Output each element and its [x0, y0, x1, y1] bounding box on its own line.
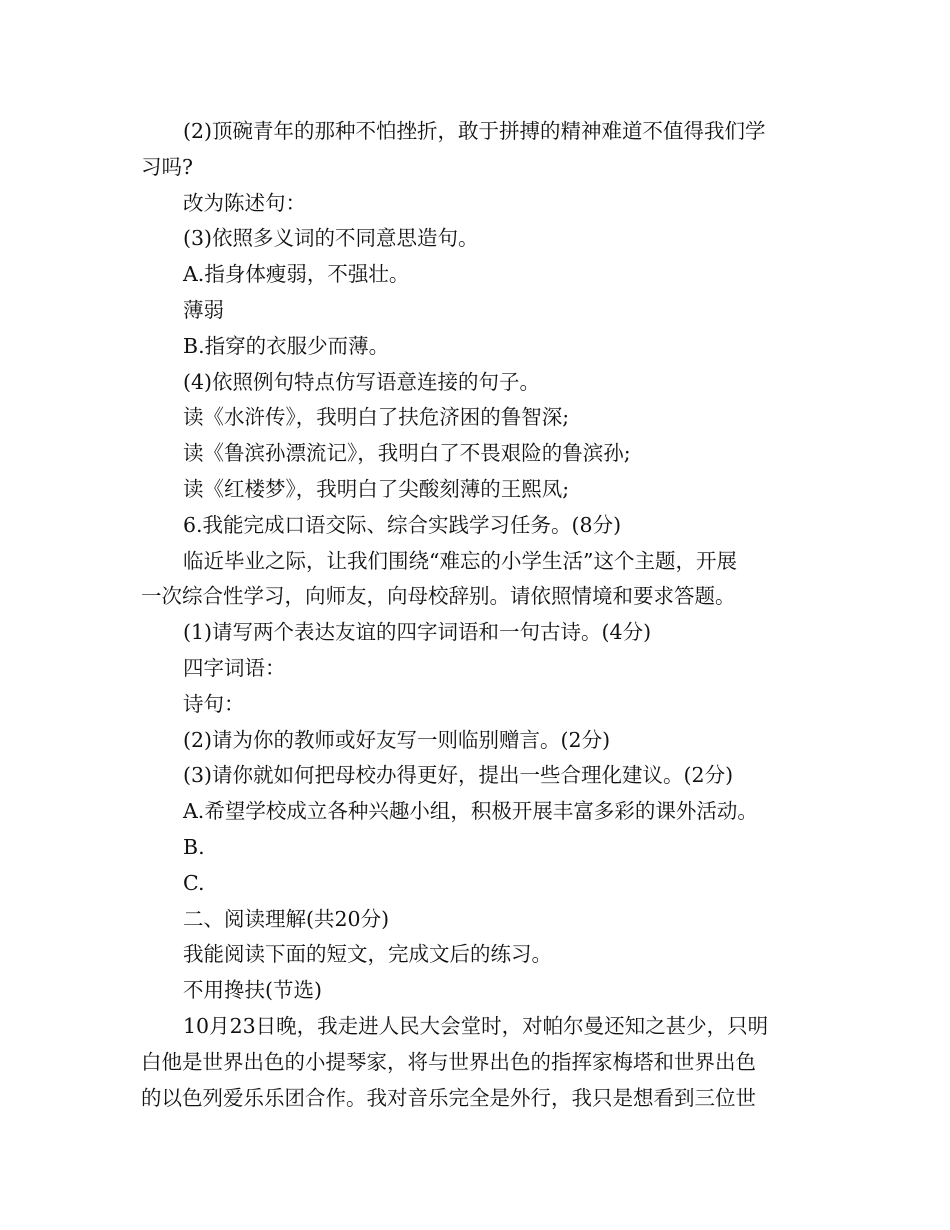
- text-line: (2)请为你的教师或好友写一则临别赠言。(2分): [183, 727, 611, 752]
- text-line: B.: [183, 834, 205, 859]
- text-line: 改为陈述句：: [183, 190, 306, 215]
- text-line: 6.我能完成口语交际、综合实践学习任务。(8分): [183, 512, 622, 537]
- document-body: [141, 114, 811, 1116]
- text-line: (3)请你就如何把母校办得更好，提出一些合理化建议。(2分): [183, 763, 734, 788]
- section-heading: 二、阅读理解(共20分): [183, 906, 390, 931]
- text-line: 的以色列爱乐乐团合作。我对音乐完全是外行，我只是想看到三位世: [141, 1085, 756, 1110]
- text-line: A.指身体瘦弱，不强壮。: [183, 262, 410, 287]
- text-line: (2)顶碗青年的那种不怕挫折，敢于拼搏的精神难道不值得我们学: [183, 119, 766, 143]
- text-line: 四字词语：: [183, 655, 286, 680]
- text-line: (3)依照多义词的不同意思造句。: [183, 226, 479, 251]
- text-line: 习吗?: [141, 154, 193, 179]
- text-line: 薄弱: [183, 297, 224, 322]
- text-line: B.指穿的衣服少而薄。: [183, 333, 390, 358]
- text-line: (4)依照例句特点仿写语意连接的句子。: [183, 369, 541, 394]
- text-line: 一次综合性学习，向师友，向母校辞别。请依照情境和要求答题。: [141, 584, 736, 609]
- text-line: 白他是世界出色的小提琴家，将与世界出色的指挥家梅塔和世界出色: [141, 1049, 756, 1074]
- text-line: 读《水浒传》，我明白了扶危济困的鲁智深;: [183, 405, 570, 430]
- text-line: 读《红楼梦》，我明白了尖酸刻薄的王熙凤;: [183, 476, 570, 501]
- text-line: 10月23日晚，我走进人民大会堂时，对帕尔曼还知之甚少，只明: [183, 1013, 769, 1038]
- text-line: (1)请写两个表达友谊的四字词语和一句古诗。(4分): [183, 620, 652, 645]
- text-line: C.: [183, 870, 205, 895]
- text-line: 诗句：: [183, 691, 245, 716]
- text-line: A.希望学校成立各种兴趣小组，积极开展丰富多彩的课外活动。: [183, 799, 758, 824]
- article-title: 不用搀扶(节选): [183, 978, 322, 1003]
- text-line: 读《鲁滨孙漂流记》，我明白了不畏艰险的鲁滨孙;: [183, 441, 631, 466]
- text-line: 我能阅读下面的短文，完成文后的练习。: [183, 942, 552, 967]
- text-line: 临近毕业之际，让我们围绕“难忘的小学生活”这个主题，开展: [183, 548, 737, 573]
